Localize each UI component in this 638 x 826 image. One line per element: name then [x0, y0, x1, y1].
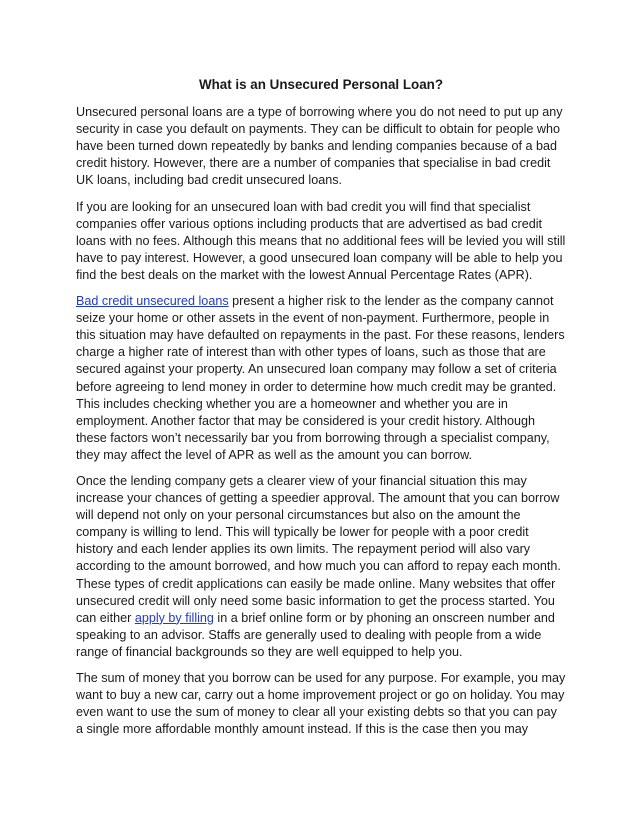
page-title: What is an Unsecured Personal Loan? — [198, 77, 444, 92]
document-page — [76, 76, 566, 747]
paragraph-3-text: present a higher risk to the lender as the company cannot seize your home or other assets in the event of non-payment. Furthermore, people in this situation may have defaulted on repayments in the past. For these reasons, lenders charge a higher rate of interest than with other types of loans, such as those that are secured against your property. An unsecured loan company may follow a set of criteria before agreeing to lend money in order to determine how much credit may be granted. This includes checking whether you are a homeowner and whether you are in employment. Another factor that may be considered is your credit history. Although these factors won’t necessarily bar you from borrowing through a specialist company, they may affect the level of APR as well as the amount you can borrow. — [76, 294, 565, 462]
paragraph-4-text-after: in a brief online form or by phoning an onscreen number and speaking to an advisor. Staffs are generally used to dealing with people from a wide range of financial backgrounds so they are well equipped to help you. — [76, 610, 555, 659]
paragraph-1: Unsecured personal loans are a type of borrowing where you do not need to put up any security in case you default on payments. They can be difficult to obtain for people who have been turned down repeatedly by banks and lending companies because of a bad credit history. However, there are a number of companies that specialise in bad credit UK loans, including bad credit unsecured loans. — [76, 105, 563, 188]
paragraph-2: If you are looking for an unsecured loan with bad credit you will find that specialist companies offer various options including products that are advertised as bad credit loans with no fees. Although this means that no additional fees will be levied you will still have to pay interest. However, a good unsecured loan company will be able to help you find the best deals on the market with the lowest Annual Percentage Rates (APR). — [76, 199, 566, 282]
paragraph-3 — [76, 293, 566, 464]
paragraph-4 — [76, 473, 566, 661]
bad-credit-unsecured-loans-link[interactable]: Bad credit unsecured loans — [76, 294, 229, 309]
paragraph-5: The sum of money that you borrow can be used for any purpose. For example, you may want to buy a new car, carry out a home improvement project or go on holiday. You may even want to use the sum of money to clear all your existing debts so that you can pay a single more affordable monthly amount instead. If this is the case then you may — [76, 671, 566, 737]
paragraph-4-text-before: Once the lending company gets a clearer view of your financial situation this may increase your chances of getting a speedier approval. The amount that you can borrow will depend not only on your personal circumstances but also on the amount the company is willing to lend. This will typically be lower for people with a poor credit history and each lender applies its own limits. The repayment period will also vary according to the amount borrowed, and how much you can afford to repay each month. These types of credit applications can easily be made online. Many websites that offer unsecured credit will only need some basic information to get the process started. You can either — [76, 473, 561, 625]
apply-by-filling-link[interactable]: apply by filling — [134, 610, 214, 625]
